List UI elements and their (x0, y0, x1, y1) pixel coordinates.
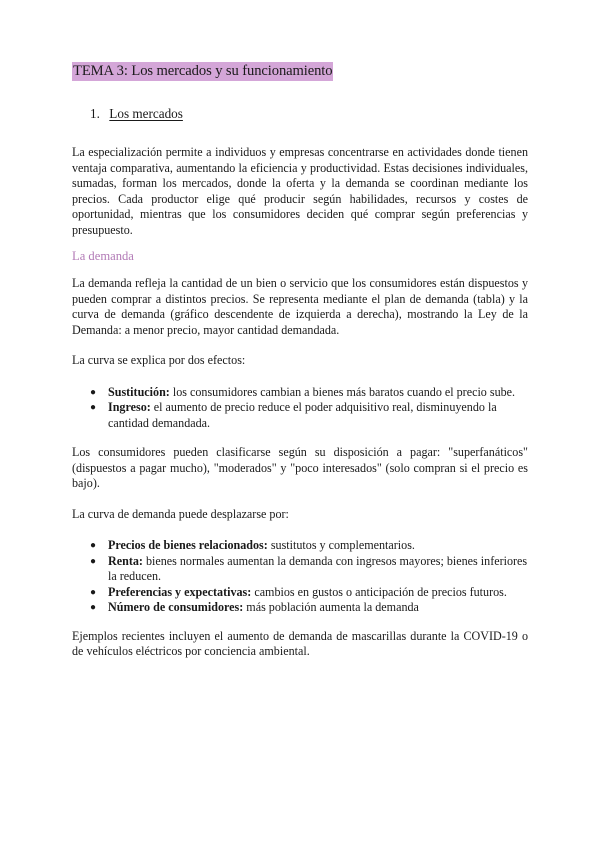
intro-paragraph: La especialización permite a individuos y empresas concentrarse en actividades donde tienen ventaja comparativa, aumentando la eficiencia y productividad. Estas decisiones individuales, sumadas, forman los mercados, donde la oferta y la demanda se coordinan mediante los precios. Cada productor elige qué producir según habilidades, recursos y costes de oportunidad, mientras que los consumidores deciden qué comprar según preferencias y presupuesto. (72, 145, 528, 237)
bullet-icon: ● (90, 555, 97, 567)
list-item (72, 385, 528, 401)
effects-list (72, 385, 528, 432)
list-item (72, 538, 528, 554)
examples-paragraph: Ejemplos recientes incluyen el aumento de demanda de mascarillas durante la COVID-19 o de vehículos eléctricos por conciencia ambiental. (72, 628, 528, 658)
list-item-term: Renta: (108, 553, 143, 568)
list-item-text: el aumento de precio reduce el poder adquisitivo real, disminuyendo la cantidad demandada. (108, 400, 497, 430)
demand-heading: La demanda (72, 249, 134, 263)
list-item-term: Precios de bienes relacionados: (108, 538, 268, 552)
page-title: TEMA 3: Los mercados y su funcionamiento (73, 63, 333, 79)
list-item-text: cambios en gustos o anticipación de precios futuros. (251, 584, 507, 599)
list-item-text: bienes normales aumentan la demanda con ingresos mayores; bienes inferiores la reducen. (108, 553, 528, 583)
consumers-paragraph: Los consumidores pueden clasificarse según su disposición a pagar: "superfanáticos" (dispuestos a pagar mucho), "moderados" y "poco interesados" (solo compran si el precio es bajo). (72, 445, 528, 490)
list-item (72, 554, 528, 585)
bullet-icon: ● (90, 540, 97, 551)
list-item (72, 600, 528, 616)
list-item-term: Preferencias y expectativas: (108, 584, 252, 599)
curve-intro: La curva se explica por dos efectos: (72, 353, 246, 367)
list-item-term: Ingreso: (108, 400, 151, 414)
list-item (72, 400, 528, 431)
section-label: Los mercados (109, 106, 183, 121)
list-item (72, 585, 528, 601)
demand-paragraph: La demanda refleja la cantidad de un bien o servicio que los consumidores están dispuestos y pueden comprar a distintos precios. Se representa mediante el plan de demanda (tabla) y la curva de demanda (gráfico descendente de izquierda a derecha), mostrando la Ley de la Demanda: a menor precio, mayor cantidad demandada. (72, 276, 528, 337)
shift-intro: La curva de demanda puede desplazarse por: (72, 506, 289, 521)
bullet-icon: ● (90, 586, 97, 598)
section-number: 1. (90, 106, 100, 121)
shifters-list (72, 538, 528, 616)
bullet-icon: ● (90, 386, 97, 398)
bullet-icon: ● (90, 602, 97, 613)
list-item-term: Sustitución: (108, 384, 170, 399)
list-item-text: sustitutos y complementarios. (267, 538, 415, 552)
list-item-text: más población aumenta la demanda (243, 600, 419, 614)
list-item-text: los consumidores cambian a bienes más baratos cuando el precio sube. (169, 384, 516, 399)
bullet-icon: ● (90, 402, 97, 413)
section-heading (90, 105, 528, 123)
list-item-term: Número de consumidores: (108, 600, 244, 614)
